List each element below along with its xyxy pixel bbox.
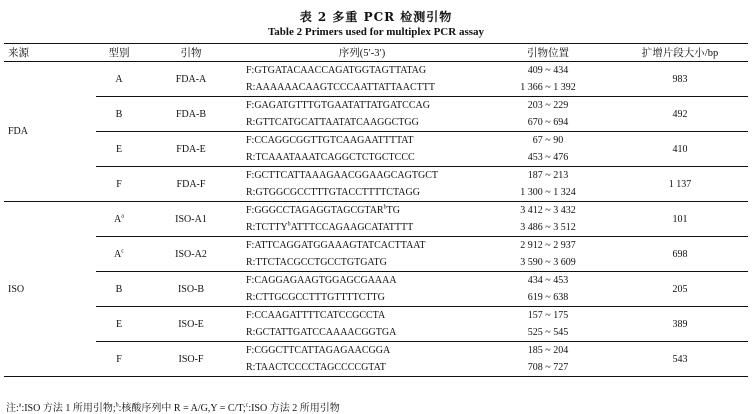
reverse-sequence-cell: R:CTTGCGCCTTTGTTTTCTTG	[246, 292, 385, 303]
reverse-position-cell: 1 300 ~ 1 324	[520, 187, 576, 198]
table-footnote: 注:$^a$:ISO 方法 1 所用引物;$^b$:核酸序列中 R = A/G,Y = C/T;$^c$:ISO 方法 2 所用引物	[6, 402, 340, 414]
forward-position-cell: 185 ~ 204	[484, 342, 612, 360]
table-row	[4, 167, 748, 185]
type-cell: B	[96, 272, 142, 307]
forward-position-cell: 2 912 ~ 2 937	[484, 237, 612, 255]
table-row	[4, 62, 748, 80]
amplicon-length-cell: 492	[612, 97, 748, 132]
amplicon-length-cell: 205	[612, 272, 748, 307]
type-cell: $A^c$	[96, 237, 142, 272]
primer-name-cell: FDA-E	[142, 132, 240, 167]
type-cell: E	[96, 307, 142, 342]
amplicon-length-cell: 101	[612, 202, 748, 237]
type-cell: A	[115, 73, 123, 85]
table-row	[4, 237, 748, 255]
primer-name-cell: FDA-F	[142, 167, 240, 202]
type-cell: $A^a$	[96, 202, 142, 237]
header-sequence: 序列(5′-3′)	[240, 44, 484, 62]
table-row	[4, 202, 748, 220]
source-cell: FDA	[8, 126, 29, 137]
forward-sequence-cell: F:CGGCTTCATTAGAGAACGGA	[240, 342, 484, 360]
primer-name-cell: FDA-B	[142, 97, 240, 132]
forward-sequence-cell: F:GAGATGTTTGTGAATATTATGATCCAG	[240, 97, 484, 115]
forward-sequence-cell: F:GTGATACAACCAGATGGTAGTTATAG	[246, 65, 427, 76]
primer-name-cell: ISO-E	[142, 307, 240, 342]
primer-name-cell: ISO-F	[142, 342, 240, 377]
reverse-position-cell: 453 ~ 476	[527, 152, 569, 163]
type-cell: E	[96, 132, 142, 167]
reverse-position-cell: 1 366 ~ 1 392	[520, 82, 576, 93]
primer-name-cell: FDA-A	[175, 73, 207, 85]
primer-name-cell: ISO-B	[142, 272, 240, 307]
amplicon-length-cell: 543	[612, 342, 748, 377]
forward-sequence-cell: F:CAGGAGAAGTGGAGCGAAAA	[240, 272, 484, 290]
table-title-chinese: 表 2 多重 PCR 检测引物	[299, 10, 453, 24]
reverse-position-cell: 708 ~ 727	[484, 359, 612, 377]
table-row	[4, 132, 748, 150]
table-row	[4, 97, 748, 115]
forward-sequence-cell: F:GGGCCTAGAGGTAGCGTAR$^b$TG	[240, 202, 484, 220]
table-header-row	[4, 44, 748, 62]
reverse-sequence-cell: R:TCAAATAAATCAGGCTCTGCTCCC	[246, 152, 415, 163]
header-primer: 引物	[142, 44, 240, 62]
reverse-position-cell: 670 ~ 694	[527, 117, 569, 128]
forward-position-cell: 67 ~ 90	[484, 132, 612, 150]
type-cell: B	[96, 97, 142, 132]
forward-position-cell: 187 ~ 213	[484, 167, 612, 185]
forward-sequence-cell: F:CCAAGATTTTCATCCGCCTA	[240, 307, 484, 325]
header-position: 引物位置	[484, 44, 612, 62]
type-cell: F	[96, 342, 142, 377]
forward-position-cell: 3 412 ~ 3 432	[484, 202, 612, 220]
primer-name-cell: ISO-A1	[142, 202, 240, 237]
amplicon-length-cell: 389	[612, 307, 748, 342]
reverse-sequence-cell: R:TTCTACGCCTGCCTGTGATG	[246, 257, 387, 268]
table-row	[4, 307, 748, 325]
reverse-position-cell: 3 486 ~ 3 512	[520, 222, 576, 233]
forward-sequence-cell: F:ATTCAGGATGGAAAGTATCACTTAAT	[240, 237, 484, 255]
table-title-english: Table 2 Primers used for multiplex PCR assay	[267, 26, 485, 38]
forward-position-cell: 434 ~ 453	[484, 272, 612, 290]
amplicon-length-cell: 698	[612, 237, 748, 272]
reverse-position-cell: 525 ~ 545	[527, 327, 569, 338]
forward-position-cell: 157 ~ 175	[484, 307, 612, 325]
reverse-position-cell: 3 590 ~ 3 609	[520, 257, 576, 268]
forward-sequence-cell: F:CCAGGCGGTTGTCAAGAATTTTAT	[240, 132, 484, 150]
header-length: 扩增片段大小/bp	[612, 44, 748, 62]
header-source: 来源	[4, 44, 96, 62]
primer-table	[4, 43, 748, 377]
amplicon-length-cell: 1 137	[612, 167, 748, 202]
table-row	[4, 342, 748, 360]
header-type: 型别	[96, 44, 142, 62]
reverse-position-cell: 619 ~ 638	[527, 292, 569, 303]
reverse-sequence-cell: R:GTGGCGCCTTTGTACCTTTTCTAGG	[246, 187, 420, 198]
source-cell: ISO	[4, 202, 96, 377]
amplicon-length-cell: 983	[672, 73, 688, 85]
table-row	[4, 272, 748, 290]
type-cell: F	[96, 167, 142, 202]
table-body	[4, 62, 748, 377]
reverse-sequence-cell: R:TCTTY$^b$ATTTCCAGAAGCATATTTT	[246, 221, 414, 233]
forward-sequence-cell: F:GCTTCATTAAAGAACGGAAGCAGTGCT	[240, 167, 484, 185]
reverse-sequence-cell: R:TAACTCCCCTAGCCCCGTAT	[240, 359, 484, 377]
amplicon-length-cell: 410	[612, 132, 748, 167]
reverse-sequence-cell: R:GTTCATGCATTAATATCAAGGCTGG	[246, 117, 419, 128]
forward-position-cell: 203 ~ 229	[484, 97, 612, 115]
reverse-sequence-cell: R:GCTATTGATCCAAAACGGTGA	[246, 327, 397, 338]
reverse-sequence-cell: R:AAAAAACAAGTCCCAATTATTAACTTT	[246, 82, 435, 93]
primer-name-cell: ISO-A2	[142, 237, 240, 272]
forward-position-cell: 409 ~ 434	[527, 65, 569, 76]
